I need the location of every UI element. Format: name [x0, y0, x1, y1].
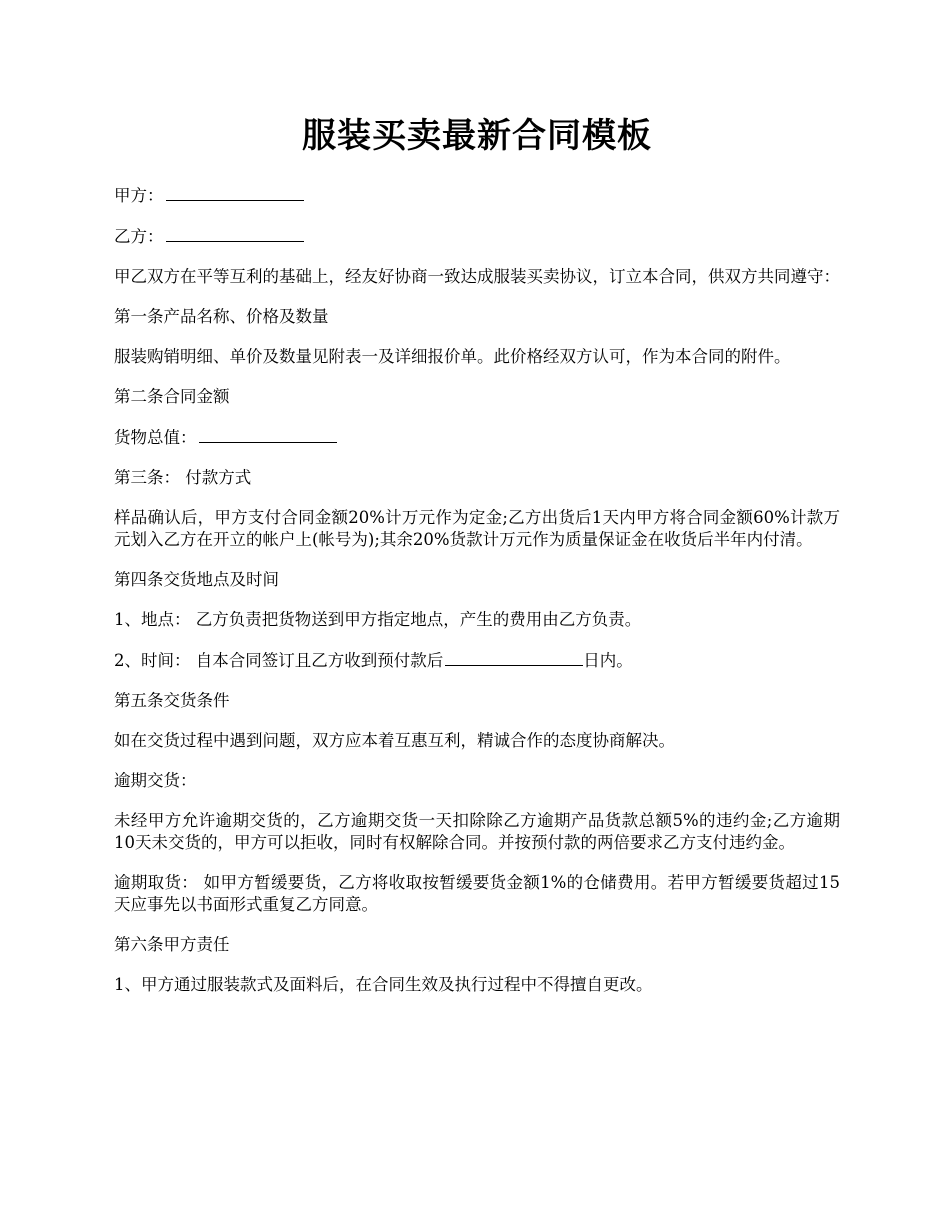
article-5-text: 如在交货过程中遇到问题，双方应本着互惠互利，精诚合作的态度协商解决。 — [114, 731, 675, 750]
party-b-label: 乙方： — [114, 227, 164, 246]
article-3-text: 样品确认后，甲方支付合同金额20%计万元作为定金;乙方出货后1天内甲方将合同金额60%计款万元划入乙方在开立的帐户上(帐号为);其余20%货款计万元作为质量保证金在收货后半年内付清。 — [114, 508, 840, 549]
article-4-heading: 第四条交货地点及时间 — [114, 570, 279, 589]
document-title: 服装买卖最新合同模板 — [302, 116, 652, 156]
overdue-pickup-text: 逾期取货： 如甲方暂缓要货，乙方将收取按暂缓要货金额1%的仓储费用。若甲方暂缓要货超过15天应事先以书面形式重复乙方同意。 — [114, 873, 840, 914]
article-6-heading: 第六条甲方责任 — [114, 935, 230, 954]
article-4-time — [114, 649, 840, 672]
article-3-heading: 第三条： 付款方式 — [114, 468, 252, 487]
party-b-line — [114, 225, 840, 248]
party-b-blank — [166, 225, 304, 242]
article-4-place: 1、地点： 乙方负责把货物送到甲方指定地点，产生的费用由乙方负责。 — [114, 610, 642, 629]
document-page — [114, 110, 840, 1014]
article-1-heading: 第一条产品名称、价格及数量 — [114, 307, 329, 326]
overdue-delivery-label: 逾期交货： — [114, 771, 197, 790]
goods-total-blank — [199, 426, 337, 443]
article-4-time-suffix: 日内。 — [583, 651, 633, 670]
goods-total-line — [114, 426, 840, 449]
article-4-time-prefix: 2、时间： 自本合同签订且乙方收到预付款后 — [114, 651, 444, 670]
intro-paragraph: 甲乙双方在平等互利的基础上，经友好协商一致达成服装买卖协议，订立本合同，供双方共同遵守： — [114, 267, 840, 286]
party-a-line — [114, 184, 840, 207]
article-4-time-blank — [445, 649, 583, 666]
article-1-text: 服装购销明细、单价及数量见附表一及详细报价单。此价格经双方认可，作为本合同的附件。 — [114, 347, 791, 366]
overdue-delivery-text: 未经甲方允许逾期交货的，乙方逾期交货一天扣除除乙方逾期产品货款总额5%的违约金;乙方逾期10天未交货的，甲方可以拒收，同时有权解除合同。并按预付款的两倍要求乙方支付违约金。 — [114, 811, 840, 852]
article-5-heading: 第五条交货条件 — [114, 691, 230, 710]
goods-total-label: 货物总值： — [114, 428, 197, 447]
article-6-item-1: 1、甲方通过服装款式及面料后，在合同生效及执行过程中不得擅自更改。 — [114, 975, 653, 994]
party-a-label: 甲方： — [114, 186, 164, 205]
party-a-blank — [166, 184, 304, 201]
article-2-heading: 第二条合同金额 — [114, 387, 230, 406]
